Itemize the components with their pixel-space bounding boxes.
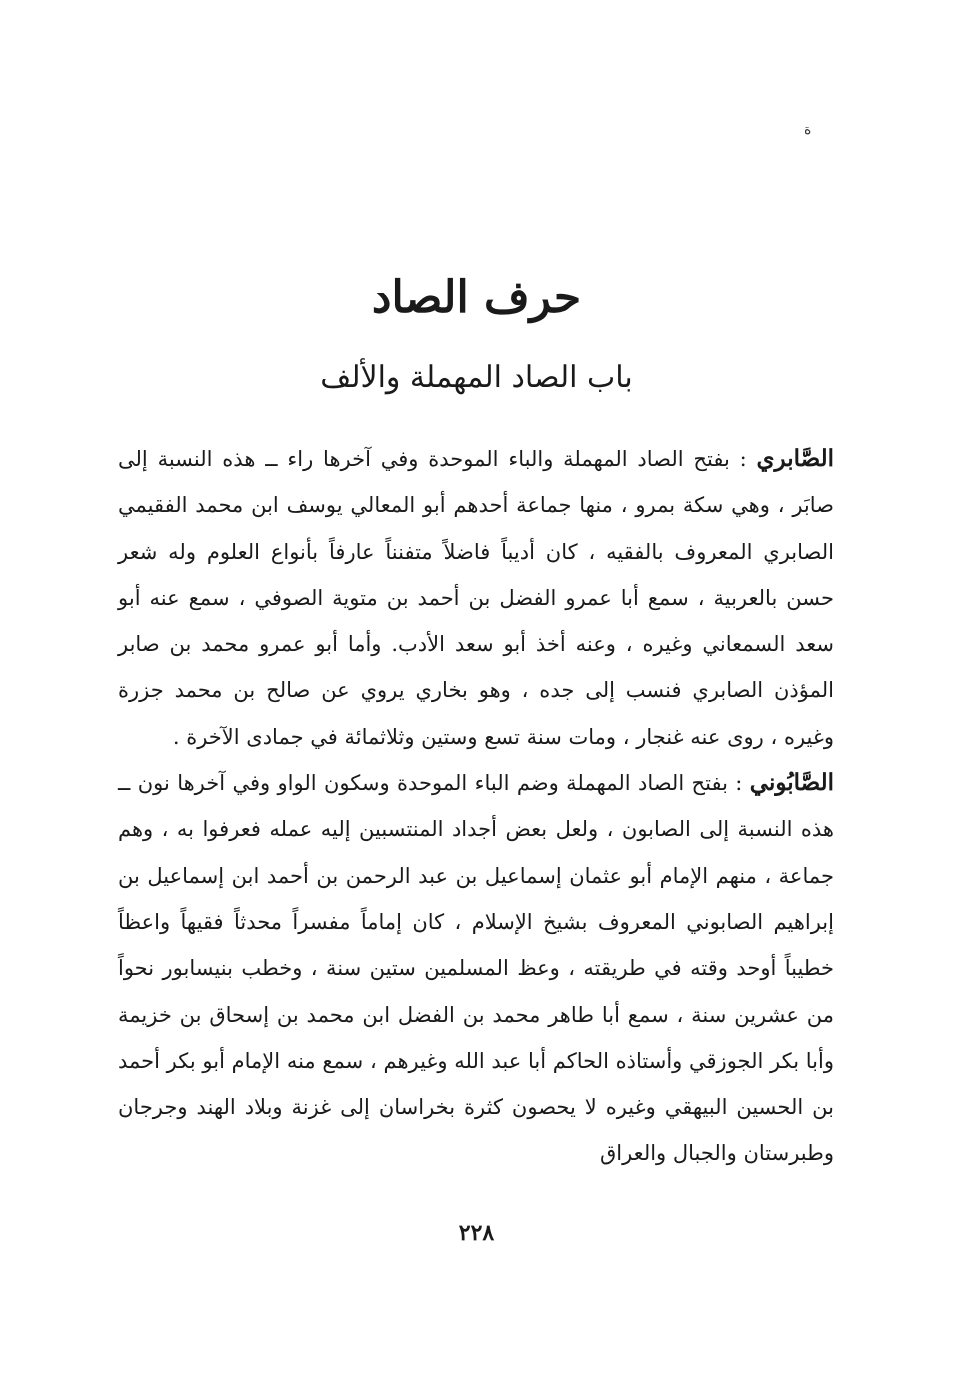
entry-text-saabuni: : بفتح الصاد المهملة وضم الباء الموحدة وسكون الواو وفي آخرها نون ــ هذه النسبة إلى الصابون ، ولعل بعض أجداد المنتسبين إليه عمله فعرفوا به ، وهم جماعة ، منهم الإمام أبو عثمان إسماعيل بن عبد الرحمن بن أحمد ابن إسماعيل بن إبراهيم الصابوني المعروف بشيخ الإسلام ، كان إماماً مفسراً محدثاً فقيهاً واعظاً خطيباً أوحد وقته في طريقته ، وعظ المسلمين ستين سنة ، وخطب بنيسابور نحواً من عشرين سنة ، سمع أبا طاهر محمد بن الفضل ابن محمد بن إسحاق بن خزيمة وأبا بكر الجوزقي وأستاذه الحاكم أبا عبد الله وغيرهم ، سمع منه الإمام أبو بكر أحمد بن الحسين البيهقي وغيره لا يحصون كثرة بخراسان إلى غزنة وبلاد الهند وجرجان وطبرستان والجبال والعراق [118, 771, 834, 1166]
page-number: ٢٢٨ [458, 1220, 495, 1246]
section-title: باب الصاد المهملة والألف [320, 360, 633, 395]
stray-mark: ة [804, 122, 812, 138]
headword-saabiri: الصَّابري [756, 445, 834, 472]
entry-text-saabiri: : بفتح الصاد المهملة والباء الموحدة وفي آخرها راء ــ هذه النسبة إلى صابَر ، وهي سكة بمرو ، منها جماعة أحدهم أبو المعالي يوسف ابن محمد الفقيمي الصابري المعروف بالفقيه ، كان أديباً فاضلاً متفنناً عارفاً بأنواع العلوم وله شعر حسن بالعربية ، سمع أبا عمرو الفضل بن أحمد بن متوية الصوفي ، سمع عنه أبو سعد السمعاني وغيره ، وعنه أخذ أبو سعد الأدب. وأما أبو عمرو محمد بن صابر المؤذن الصابري فنسب إلى جده ، وهو بخاري يروي عن صالح بن محمد جزرة وغيره ، روى عنه غنجار ، ومات سنة تسع وستين وثلاثمائة في جمادى الآخرة . [118, 447, 834, 749]
entry-saabiri [118, 436, 834, 760]
body-text [118, 436, 834, 1177]
entry-saabuni [118, 760, 834, 1177]
chapter-title: حرف الصاد [371, 272, 582, 323]
headword-saabuni: الصَّابُوني [749, 769, 834, 797]
